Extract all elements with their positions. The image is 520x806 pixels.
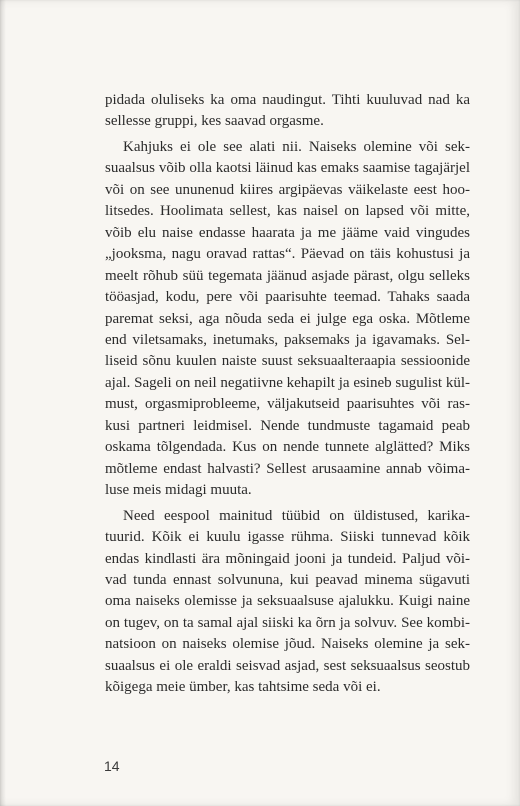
text-line: kusi partneri leidmisel. Nende tundmuste tagamaid peab	[105, 417, 470, 434]
text-line: liseid sõnu kuulen naiste suust seksuaalteraapia sessioonide	[105, 353, 470, 370]
body-text	[105, 90, 470, 699]
text-line: oskama tõlgendada. Kus on nende tunnete alglätted? Miks	[105, 439, 470, 456]
text-line: võib elu naise endasse haarata ja me jääme vaid vingudes	[105, 224, 470, 241]
text-line: tööasjad, kodu, pere või paarisuhte teemad. Tahaks saada	[105, 289, 470, 306]
text-line: meelt rõhub süü tegemata jäänud asjade pärast, olgu selleks	[105, 267, 470, 284]
text-line: ajal. Sageli on neil negatiivne kehapilt ja esineb sugulist kül-	[105, 374, 470, 391]
paragraph	[105, 137, 470, 502]
paragraph	[105, 90, 470, 133]
text-line: must, orgasmiprobleeme, väljakutseid paarisuhtes või ras-	[105, 396, 470, 413]
text-line: litsedes. Hoolimata sellest, kas naisel on lapsed või mitte,	[105, 203, 470, 220]
text-line: on tugev, on ta samal ajal siiski ka õrn ja solvuv. See kombi-	[105, 614, 470, 631]
paragraph	[105, 506, 470, 699]
text-line: Need eespool mainitud tüübid on üldistused, karika-	[123, 507, 470, 524]
text-line: endas kindlasti ära mõningaid jooni ja tundeid. Paljud või-	[105, 550, 470, 567]
page-spine-shadow	[0, 0, 6, 806]
text-line: oma naiseks olemisse ja seksuaalsuse ajalukku. Kuigi naine	[105, 593, 470, 610]
text-line: paremat seksi, aga nõuda seda ei julge ega oska. Mõtleme	[105, 310, 470, 327]
text-line: suaalsus võib olla kaotsi läinud kas emaks saamise tagajärjel	[105, 160, 470, 177]
text-line: end viletsamaks, inetumaks, paksemaks ja igavamaks. Sel-	[105, 331, 470, 348]
text-line: suaalsus ei ole eraldi seisvad asjad, sest seksuaalsus seostub	[105, 657, 470, 674]
page-number: 14	[104, 758, 120, 774]
text-line: tuurid. Kõik ei kuulu igasse rühma. Siiski tunnevad kõik	[105, 529, 470, 546]
text-line: sellesse gruppi, kes saavad orgasme.	[105, 113, 324, 130]
text-line: natsioon on naiseks olemise jõud. Naiseks olemine ja sek-	[105, 636, 470, 653]
text-line: luse meis midagi muuta.	[105, 482, 252, 499]
text-line: kõigega meie ümber, kas tahtsime seda või ei.	[105, 679, 381, 696]
text-line: vad tunda ennast solvununa, kui peavad minema sügavuti	[105, 571, 470, 588]
text-line: mõtleme endast halvasti? Sellest arusaamine annab võima-	[105, 460, 470, 477]
text-line: või on see ununenud kiires argipäevas väikelaste eest hoo-	[105, 181, 470, 198]
text-line: Kahjuks ei ole see alati nii. Naiseks olemine või sek-	[123, 138, 470, 155]
text-line: „jooksma, nagu oravad rattas“. Päevad on täis kohustusi ja	[105, 246, 470, 263]
text-line: pidada oluliseks ka oma naudingut. Tihti kuuluvad nad ka	[105, 92, 470, 108]
